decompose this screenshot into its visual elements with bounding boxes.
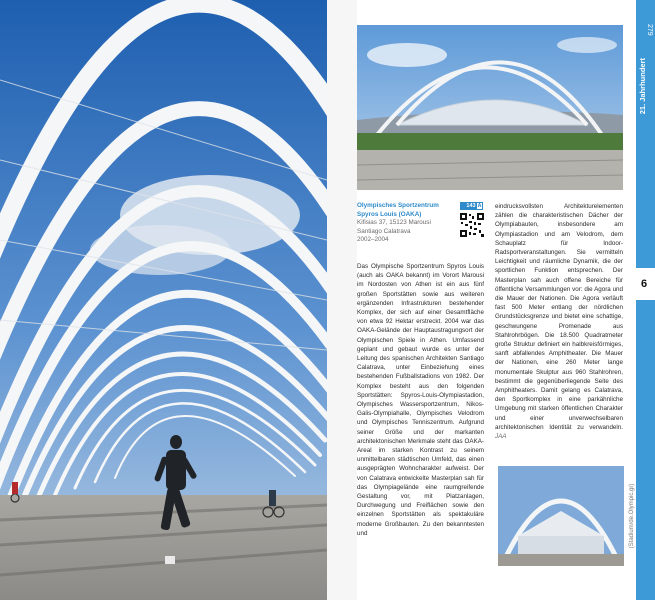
entry-number-badge: 143: [460, 202, 482, 210]
stadium-photo: [357, 25, 623, 190]
entry-years: 2002–2004: [357, 236, 389, 244]
chapter-label: 21. Jahrhundert: [638, 58, 647, 115]
body-paragraph-2: [495, 202, 623, 441]
entry-address: Kifisias 37, 15123 Marousi: [357, 219, 431, 227]
photo-credit: (Stadium/de.Olympic.gr): [629, 483, 635, 549]
entry-architect: Santiago Calatrava: [357, 227, 411, 235]
velodrom-thumbnail-photo: [498, 466, 624, 566]
body-paragraph-2-text: eindrucksvollsten Architekturelementen zählen die charakteristischen Dächer der Olympiabauten, insbesondere am Olympiastadion und am Velodrom, dem Schauplatz für Indoor-Radsportveranstaltungen. Sie vermitteln Leichtigkeit und räumliche Dynamik, die der sportlichen Funktion entsprechen. Der Masterplan sah auch offene Bereiche für öffentliche Versammlungen vor: die Agora und die Mauer der Nationen. Die Agora verläuft fast 500 Meter entlang der nördlichen Grundstücksgrenze und bietet eine schattige, geschwungene Promenade aus Stahlrohrbögen. Die 18.500 Quadratmeter große Struktur definiert ein halbkreisförmiges, sanft abfallendes Amphitheater. Die Mauer der Nationen, eine 260 Meter lange monumentale Skulptur aus 960 Stahlrohren, bestimmt die gegenüberliegende Seite des Amphitheaters. Damit gelang es Calatrava, den Sportkomplex in eine parkähnliche Umgebung mit starken öffentlichen Charakter und einer unverwechselbaren architektonischen Identität zu verwandeln.: [495, 203, 623, 431]
page-gutter: [327, 0, 357, 600]
entry-letter-badge: A: [477, 203, 482, 209]
page-number: 279: [646, 24, 653, 36]
qr-code-icon[interactable]: [460, 213, 484, 237]
entry-title-line1: Olympisches Sportzentrum: [357, 202, 439, 209]
agora-arches-photo: [0, 0, 327, 600]
section-tab: 6: [633, 268, 655, 300]
body-text-column-2: [495, 202, 623, 441]
body-paragraph-1: Das Olympische Sportzentrum Spyros Louis (auch als OAKA bekannt) im Vorort Marousi im Nordosten von Athen ist ein aus fünf großen Sportstätten sowie aus weiteren ergänzenden Infrastrukturen bestehender Komplex, der sich auf einer Gesamtfläche von etwa 92 Hektar erstreckt. 2004 war das OAKA-Gelände der Hauptaustragungsort der Olympischen Spiele in Athen. Umfassend geplant und gebaut wurde es unter der Leitung des spanischen Architekten Santiago Calatrava, unter Einbeziehung eines bestehenden Fußballstadions von 1982. Der Komplex besteht aus den folgenden Sportstätten: Spyros-Louis-Olympiastadion, Olympisches Wassersportzentrum, Nikos-Galis-Olympiahalle, Olympisches Velodrom und Olympisches Tenniszentrum. Aufgrund seiner Größe und der markanten architektonischen Merkmale steht das OAKA-Areal im starken Kontrast zu seinem unmittelbaren städtischen Umfeld, das einen ausgeprägten Wohncharakter aufweist. Der von Calatrava entwickelte Masterplan sah für das Olympiagelände eine raumgreifende Gestaltung vor, mit Platzanlagen, Durchwegung und Freiflächen sowie den einzelnen Sportstätten als spektakuläre moderne Großbauten. Zu den bekanntesten und: [357, 263, 484, 537]
chapter-rail: [636, 0, 655, 600]
body-text-column-1: [357, 262, 484, 538]
entry-title-line2: Spyros Louis (OAKA): [357, 210, 422, 218]
author-initials: JAA: [495, 433, 507, 441]
